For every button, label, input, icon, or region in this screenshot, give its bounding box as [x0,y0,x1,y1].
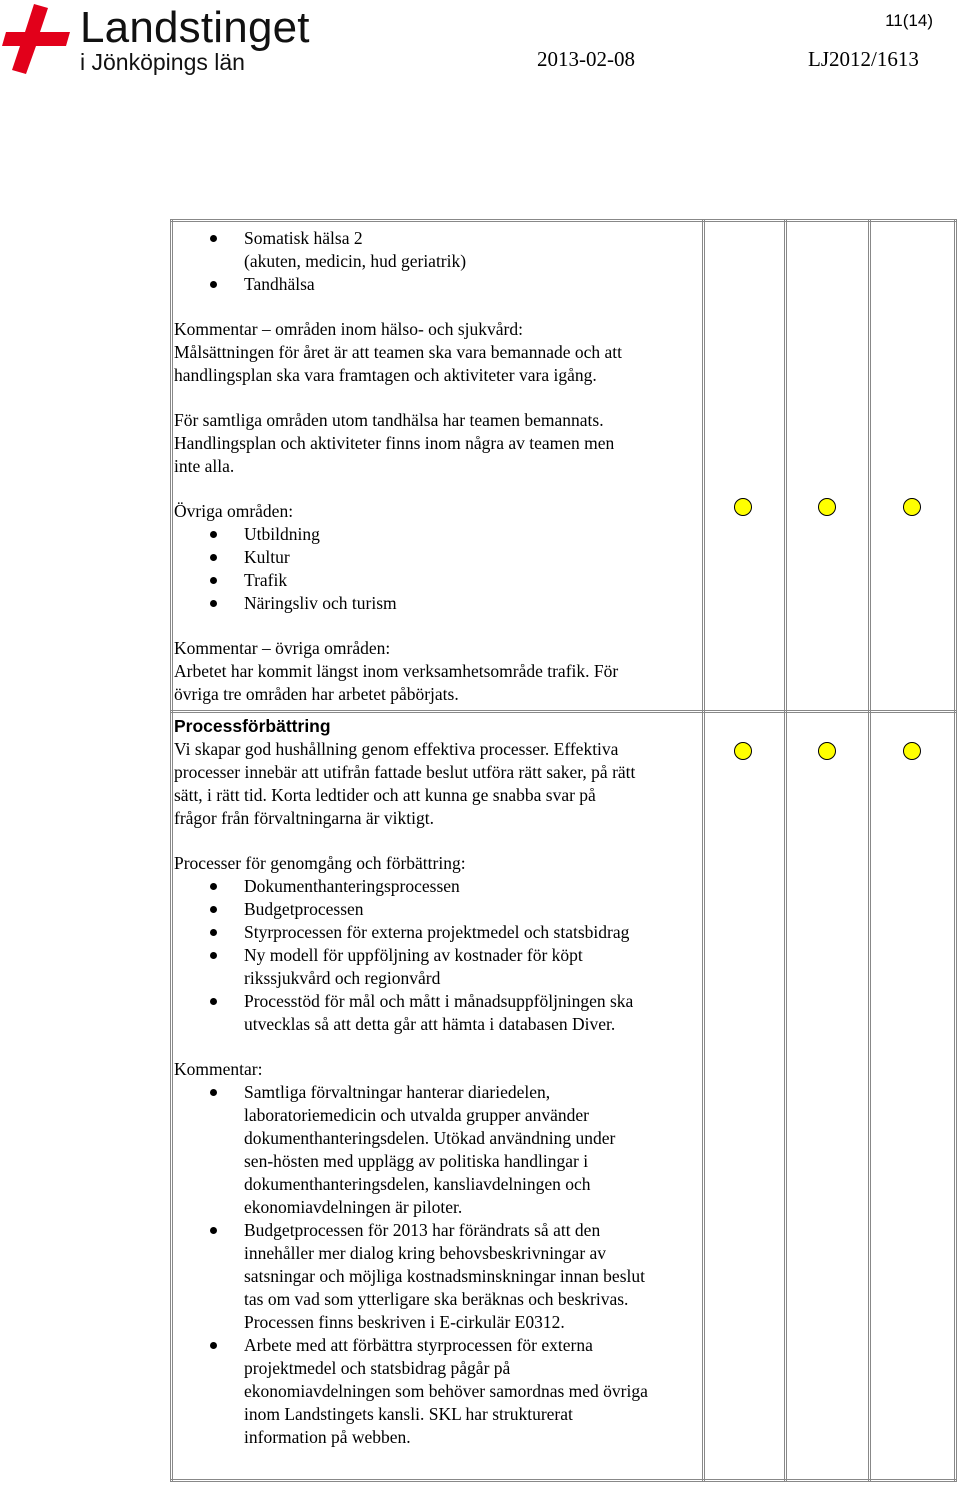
list-item-text: tas om vad som ytterligare ska beräknas och beskrivas. [244,1289,629,1309]
table-border-right [954,219,957,1482]
processes-title: Processer för genomgång och förbättring: [174,853,466,873]
list-item-text: Arbete med att förbättra styrprocessen för externa [244,1335,593,1355]
table-border-col3 [868,219,871,1482]
comment-line: handlingsplan ska vara framtagen och aktiviteter vara igång. [174,365,597,385]
list-item-text: Processtöd för mål och mått i månadsuppföljningen ska [244,991,634,1011]
table-content [174,227,704,1449]
list-item [174,921,704,944]
comment-line: Arbetet har kommit längst inom verksamhetsområde trafik. För [174,661,619,681]
page-number: 11(14) [885,11,933,30]
list-item-text: projektmedel och statsbidrag pågår på [244,1358,511,1378]
logo-title: Landstinget [80,3,310,52]
health-areas-list [174,227,704,296]
status-circle-process-3 [903,742,921,760]
other-areas-list [174,523,704,615]
document-date: 2013-02-08 [537,47,635,71]
list-item: Kultur [174,546,704,569]
comment-line: övriga tre områden har arbetet påbörjats. [174,684,459,704]
list-item-text: inom Landstingets kansli. SKL har strukturerat [244,1404,573,1424]
comment-line: Kommentar – övriga områden: [174,638,391,658]
list-item: Trafik [174,569,704,592]
list-item-text: sen-hösten med upplägg av politiska handlingar i [244,1151,589,1171]
logo-subtitle: i Jönköpings län [80,49,245,75]
list-item-text: laboratoriemedicin och utvalda grupper använder [244,1105,589,1125]
list-item [174,898,704,921]
comment-line: Målsättningen för året är att teamen ska vara bemannade och att [174,342,622,362]
other-areas-title: Övriga områden: [174,501,294,521]
list-item-text: ekonomiavdelningen är piloter. [244,1197,463,1217]
status-circle-other-3 [903,498,921,516]
list-item-text: Samtliga förvaltningar hanterar diariedelen, [244,1082,551,1102]
list-item [174,1219,704,1334]
list-item-text: Styrprocessen för externa projektmedel och statsbidrag [244,922,630,942]
section-heading: Processförbättring [174,716,331,736]
status-circle-process-1 [734,742,752,760]
list-item-text: innehåller mer dialog kring behovsbeskrivningar av [244,1243,607,1263]
intro-line: Vi skapar god hushållning genom effektiva processer. Effektiva [174,739,619,759]
list-item: Näringsliv och turism [174,592,704,615]
list-item [174,875,704,898]
list-item: Utbildning [174,523,704,546]
list-item-text: Processen finns beskriven i E-cirkulär E0312. [244,1312,565,1332]
table-border-top [170,219,957,222]
processes-list [174,875,704,1036]
list-item-text: Budgetprocessen [244,899,364,919]
comment-line: inte alla. [174,456,235,476]
cross-logo-icon [0,2,78,76]
list-item-text: dokumenthanteringsdelen. Utökad användning under [244,1128,616,1148]
list-item-text: satsningar och möjliga kostnadsminskningar innan beslut [244,1266,645,1286]
organization-logo [0,0,320,80]
table-border-col2 [784,219,787,1482]
status-circle-process-2 [818,742,836,760]
status-table [170,219,957,1482]
comments-list [174,1081,704,1449]
document-reference: LJ2012/1613 [808,47,919,71]
list-item-text: information på webben. [244,1427,411,1447]
list-item [174,990,704,1036]
intro-line: processer innebär att utifrån fattade beslut utföra rätt saker, på rätt [174,762,636,782]
list-item-text: rikssjukvård och regionvård [244,968,441,988]
list-item-text: Dokumenthanteringsprocessen [244,876,460,896]
list-item-text: Budgetprocessen för 2013 har förändrats så att den [244,1220,601,1240]
comment-line: För samtliga områden utom tandhälsa har teamen bemannats. [174,410,604,430]
list-item-text: utvecklas så att detta går att hämta i databasen Diver. [244,1014,616,1034]
list-item [174,1334,704,1449]
list-item-text: dokumenthanteringsdelen, kansliavdelningen och [244,1174,591,1194]
comment-line: Handlingsplan och aktiviteter finns inom några av teamen men [174,433,615,453]
list-item-text: ekonomiavdelningen som behöver samordnas med övriga [244,1381,648,1401]
status-circle-other-2 [818,498,836,516]
comment-line: Kommentar – områden inom hälso- och sjukvård: [174,319,523,339]
intro-line: sätt, i rätt tid. Korta ledtider och att kunna ge snabba svar på [174,785,596,805]
status-circle-other-1 [734,498,752,516]
list-item: Somatisk hälsa 2 [174,227,704,250]
table-border-bottom [170,1479,957,1482]
table-border-left [170,219,173,1482]
list-item: Tandhälsa [174,273,704,296]
list-item-continuation: (akuten, medicin, hud geriatrik) [244,251,467,271]
intro-line: frågor från förvaltningarna är viktigt. [174,808,434,828]
list-item-text: Ny modell för uppföljning av kostnader för köpt [244,945,583,965]
list-item [174,944,704,990]
list-item [174,1081,704,1219]
comment-title: Kommentar: [174,1059,263,1079]
